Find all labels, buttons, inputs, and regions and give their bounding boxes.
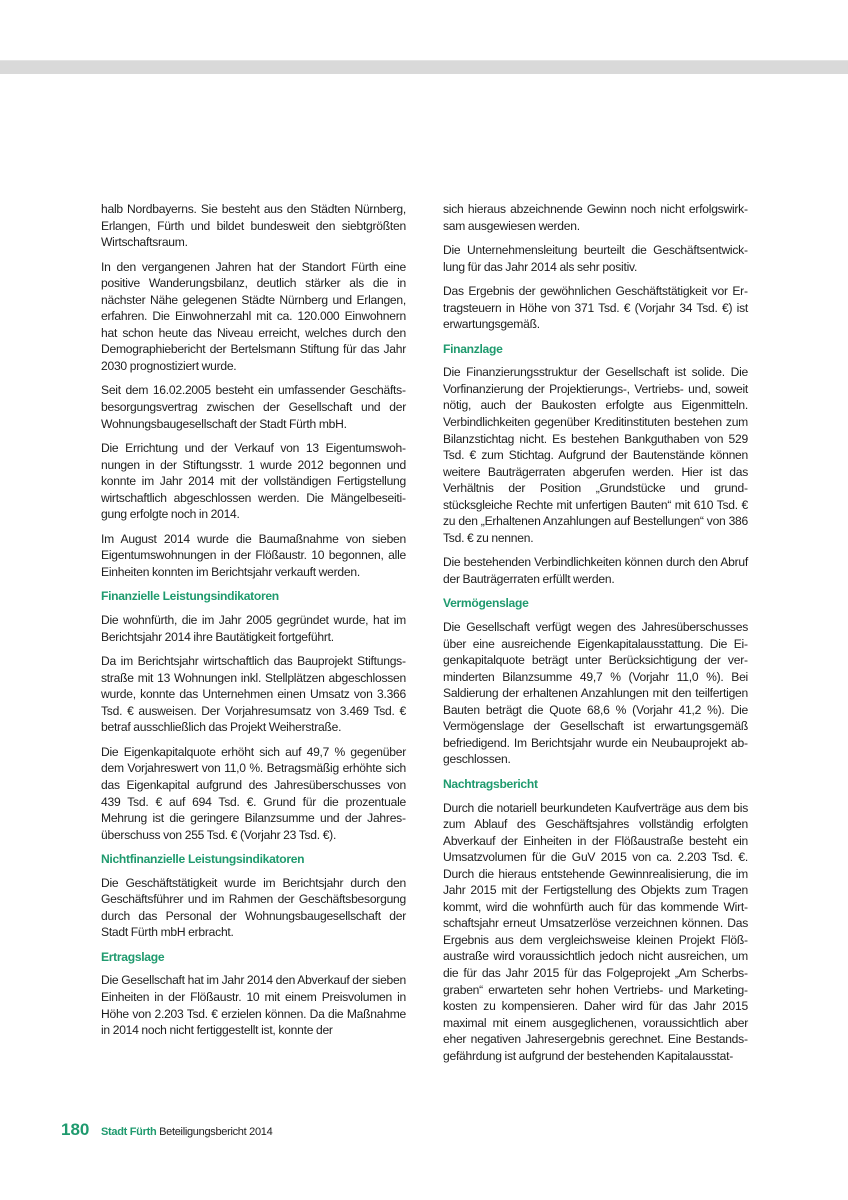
section-heading: Finanzlage [443,341,503,356]
paragraph: Die Unternehmensleitung beurteilt die Geschäftsentwicklung für das Jahr 2014 als sehr positiv. [443,243,748,274]
paragraph: halb Nordbayerns. Sie besteht aus den Städten Nürnberg, Erlangen, Fürth und bildet bundesweit den siebtgrößten Wirtschaftsraum. [101,202,406,250]
paragraph: Die Errichtung und der Verkauf von 13 Eigentumswohnungen in der Stiftungsstr. 1 wurde 2012 begonnen und konnte im Jahr 2014 mit der vollständigen Fertigstellung wirtschaftlich abgeschlossen werden. Die Mängelbeseitigung erfolgte noch in 2014. [101,441,406,522]
footer-report-title: Beteiligungsbericht 2014 [159,1126,273,1138]
paragraph: Die Eigenkapitalquote erhöht sich auf 49,7 % gegenüber dem Vorjahreswert von 11,0 %. Betragsmäßig erhöhte sich das Eigenkapital aufgrund des Jahresüberschusses von 439 Tsd. € auf 694 Tsd. €. Grund für die prozentuale Mehrung ist die geringere Bilanzsumme und der Jahresüberschuss von 255 Tsd. € (Vorjahr 23 Tsd. €). [101,744,406,842]
paragraph: In den vergangenen Jahren hat der Standort Fürth eine positive Wanderungsbilanz, deutlich stärker als die in nächster Nähe gelegenen Städte Nürnberg und Erlangen, erfahren. Die Einwohnerzahl mit ca. 120.000 Einwohnern hat schon heute das Niveau erreicht, welches durch den Demographiebericht der Bertelsmann Stiftung für das Jahr 2030 prognostiziert wurde. [101,259,406,373]
paragraph: Da im Berichtsjahr wirtschaftlich das Bauprojekt Stiftungsstraße mit 13 Wohnungen inkl. Stellplätzen abgeschlossen wurde, konnte das Unternehmen einen Umsatz von 3.366 Tsd. € ausweisen. Der Vorjahresumsatz von 3.469 Tsd. € betraf ausschließlich das Projekt Weiherstraße. [101,654,406,735]
page-number: 180 [61,1120,90,1139]
section-heading: Ertragslage [101,949,165,964]
section-heading: Nachtragsbericht [443,776,538,791]
paragraph: Die Gesellschaft verfügt wegen des Jahresüberschusses über eine ausreichende Eigenkapitalausstattung. Die Eigenkapitalquote beträgt unter Berücksichtigung der verminderten Bilanzsumme 49,7 % (Vorjahr 11,0 %). Bei Saldierung der erhaltenen Anzahlungen mit den teilfertigen Bauten beträgt die Quote 68,6 % (Vorjahr 41,2 %). Die Vermögenslage der Gesellschaft ist erwartungsgemäß befriedigend. Im Berichtsjahr wurde ein Neubauprojekt abgeschlossen. [443,620,748,767]
section-heading: Vermögenslage [443,596,529,611]
page-footer [0,1120,848,1144]
paragraph: Die wohnfürth, die im Jahr 2005 gegründet wurde, hat im Berichtsjahr 2014 ihre Bautätigkeit fortgeführt. [101,613,406,644]
paragraph: Die bestehenden Verbindlichkeiten können durch den Abruf der Bauträgerraten erfüllt werden. [443,555,748,586]
paragraph: Die Gesellschaft hat im Jahr 2014 den Abverkauf der sieben Einheiten in der Flößaustr. 10 mit einem Preisvolumen in Höhe von 2.203 Tsd. € erzielen können. Da die Maßnahme in 2014 noch nicht fertiggestellt ist, konnte der [101,973,406,1038]
footer-publisher: Stadt Fürth [101,1126,157,1138]
paragraph: Im August 2014 wurde die Baumaßnahme von sieben Eigentumswohnungen in der Flößaustr. 10 begonnen, alle Einheiten konnten im Berichtsjahr verkauft werden. [101,531,406,579]
paragraph: Die Geschäftstätigkeit wurde im Berichtsjahr durch den Geschäftsführer und im Rahmen der Geschäftsbesorgung durch das Personal der Wohnungsbaugesellschaft der Stadt Fürth mbH erbracht. [101,875,406,940]
top-header-bar [0,60,848,74]
text-column-right [443,201,748,1072]
paragraph: Seit dem 16.02.2005 besteht ein umfassender Geschäftsbesorgungsvertrag zwischen der Gesellschaft und der Wohnungsbaugesellschaft der Stadt Fürth mbH. [101,383,406,431]
text-column-left [101,201,406,1047]
paragraph: Das Ergebnis der gewöhnlichen Geschäftstätigkeit vor Ertragsteuern in Höhe von 371 Tsd. € (Vorjahr 34 Tsd. €) ist erwartungsgemäß. [443,284,748,332]
paragraph: Durch die notariell beurkundeten Kaufverträge aus dem bis zum Ablauf des Geschäftsjahres vollständig erfolgten Abverkauf der Einheiten in der Flößaustraße besteht ein Umsatzvolumen für die GuV 2015 von ca. 2.203 Tsd. €. Durch die hieraus entstehende Gewinnrealisierung, die im Jahr 2015 mit der Fertigstellung des Objekts zum Tragen kommt, wird die wohnfürth auch für das kommende Wirtschaftsjahr erneut Umsatzerlöse verzeichnen können. Das Ergebnis aus dem vergleichsweise kleinen Projekt Flößaustraße wird voraussichtlich jedoch nicht ausreichen, um die für das Jahr 2015 für das Folgeprojekt „Am Scherbsgraben“ erwarteten sehr hohen Vertriebs- und Marketingkosten zu kompensieren. Daher wird für das Jahr 2015 maximal mit einem ausgeglichenen, voraussichtlich aber eher negativen Jahresergebnis gerechnet. Eine Bestandsgefährdung ist aufgrund der bestehenden Kapitalausstat- [443,800,748,1063]
section-heading: Nichtfinanzielle Leistungsindikatoren [101,852,305,867]
paragraph: Die Finanzierungsstruktur der Gesellschaft ist solide. Die Vorfinanzierung der Projektierungs-, Vertriebs- und, soweit nötig, auch der Baukosten erfolgte aus Eigenmitteln. Verbindlichkeiten gegenüber Kreditinstituten bestehen zum Bilanzstichtag nicht. Es bestehen Bankguthaben von 529 Tsd. € zum Stichtag. Aufgrund der Bautenstände können weitere Bauträgerraten abgerufen werden. Hier ist das Verhältnis der Position „Grundstücke und grundstücksgleiche Rechte mit unfertigen Bauten“ mit 610 Tsd. € zu den „Erhaltenen Anzahlungen auf Bestellungen“ von 386 Tsd. € zu nennen. [443,365,748,545]
section-heading: Finanzielle Leistungsindikatoren [101,589,279,604]
paragraph: sich hieraus abzeichnende Gewinn noch nicht erfolgswirksam ausgewiesen werden. [443,202,748,233]
footer-title [101,1126,272,1138]
